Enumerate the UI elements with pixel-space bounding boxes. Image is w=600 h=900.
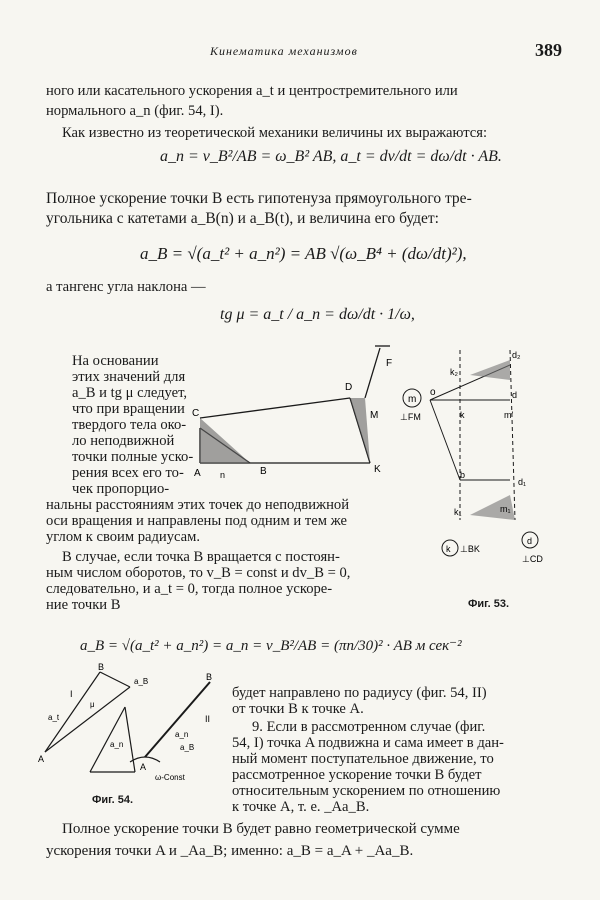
equation-1: a_n = v_B²/AB = ω_B² AB, a_t = dv/dt = dω/dt · AB. <box>160 148 502 165</box>
equation-2: a_B = √(a_t² + a_n²) = AB √(ω_B⁴ + (dω/dt)²), <box>140 244 467 263</box>
para7-line1: будет направлено по радиусу (фиг. 54, II) <box>232 685 487 701</box>
para8-line3: ный момент поступательное движение, то <box>232 751 494 767</box>
fig54-label-roman-1: I <box>70 689 73 699</box>
para5-line6: ло неподвижной <box>72 433 175 449</box>
fig53-label-A: A <box>194 468 201 479</box>
fig53-label-n: n <box>220 470 226 480</box>
fig53-label-m: m <box>408 394 417 405</box>
fig54-label-A1: A <box>38 754 45 764</box>
para8-line6: к точке A, т. е. _Aa_B. <box>232 799 370 815</box>
para5-line5: твердого тела око- <box>72 417 187 433</box>
fig53-label-d1: d₁ <box>518 477 527 487</box>
fig53-label-m1: m₁ <box>500 504 511 514</box>
para1-line1: ного или касательного ускорения a_t и центростремительного или <box>46 83 458 99</box>
fig53-label-D: D <box>345 382 353 393</box>
para4: а тангенс угла наклона — <box>46 279 206 295</box>
fig54-label-an: a_n <box>110 740 124 749</box>
fig53-label-d-circ: d <box>527 536 533 546</box>
fig53-label-k2: k₂ <box>450 367 458 377</box>
fig54-label-A2: A <box>140 762 147 772</box>
fig53-label-F: F <box>386 358 393 369</box>
fig53-label-M: M <box>370 410 379 421</box>
fig53-label-perp-CD: ⊥CD <box>522 554 543 564</box>
fig54-label-aB2: a_B <box>180 743 195 752</box>
fig54-label-mu: μ <box>90 700 95 709</box>
para5-line11: оси вращения и направлены под одним и тем же <box>46 513 347 529</box>
fig53-diagram <box>400 340 580 570</box>
fig53-label-K: K <box>374 464 381 475</box>
para3-line1: Полное ускорение точки B есть гипотенуза прямоугольного тре- <box>46 190 472 207</box>
para5-line12: углом к своим радиусам. <box>46 529 201 545</box>
fig53-label-d2: d₂ <box>512 350 521 360</box>
para5-line10: нальны расстояниям этих точек до неподвижной <box>46 497 350 513</box>
para5-line2: этих значений для <box>72 369 186 385</box>
para6-line2: ным числом оборотов, то v_B = const и dv_B = 0, <box>46 565 351 581</box>
para5-line9: чек пропорцио- <box>72 481 170 497</box>
para9-line1: Полное ускорение точки B будет равно геометрической сумме <box>62 821 460 837</box>
running-title: Кинематика механизмов <box>210 44 358 58</box>
para5-line4: что при вращении <box>72 401 185 417</box>
fig54-label-omega-const: ω-Const <box>155 773 185 782</box>
fig53-label-B: B <box>260 466 267 477</box>
fig53-label-C: C <box>192 408 200 419</box>
para6-line3: следовательно, и a_t = 0, тогда полное ускоре- <box>46 581 333 597</box>
para8-line5: относительным ускорением по отношению <box>232 783 501 799</box>
para5-line1: На основании <box>72 353 159 369</box>
equation-4: a_B = √(a_t² + a_n²) = a_n = v_B²/AB = (πn/30)² · AB м сек⁻² <box>80 638 462 654</box>
para8-line2: 54, I) точка A подвижна и сама имеет в дан- <box>232 735 504 751</box>
para8-line1: 9. Если в рассмотренном случае (фиг. <box>252 719 486 735</box>
fig53-caption: Фиг. 53. <box>468 598 510 610</box>
fig54-label-an2: a_n <box>175 730 189 739</box>
page-header <box>0 40 600 66</box>
fig54-label-at: a_t <box>48 713 60 722</box>
fig53-label-k: k <box>460 410 465 420</box>
page-number: 389 <box>535 40 562 60</box>
fig53-label-k-circ: k <box>446 544 451 554</box>
fig53-label-o: o <box>430 387 436 398</box>
para1-line2: нормального a_n (фиг. 54, I). <box>46 103 224 119</box>
fig54-label-B1: B <box>98 662 105 672</box>
fig53-label-b: b <box>460 470 466 480</box>
para6-line4: ние точки B <box>46 597 121 613</box>
para9-line2: ускорения точки A и _Aa_B; именно: a_B = a_A + _Aa_B. <box>46 843 414 859</box>
para3-line2: угольника с катетами a_B(n) и a_B(t), и величина его будет: <box>46 210 439 227</box>
para6-line1: В случае, если точка B вращается с постоян- <box>62 549 340 565</box>
fig54-caption: Фиг. 54. <box>92 794 134 806</box>
fig54-label-aB: a_B <box>134 677 149 686</box>
fig53-label-d: d <box>512 390 518 400</box>
para7-line2: от точки B к точке A. <box>232 701 364 717</box>
fig53-mechanism <box>190 338 410 488</box>
fig53-label-k1: k₁ <box>454 507 462 517</box>
fig54-label-B2: B <box>206 672 213 682</box>
fig53-label-perp-FM: ⊥FM <box>400 412 421 422</box>
fig53-label-m-prime: m' <box>504 410 514 420</box>
equation-3: tg μ = a_t / a_n = dω/dt · 1/ω, <box>220 306 415 323</box>
fig53-label-perp-BK: ⊥BK <box>460 544 480 554</box>
para5-line7: точки полные уско- <box>72 449 194 465</box>
para8-line4: рассмотренное ускорение точки B будет <box>232 767 482 783</box>
fig54-diagram <box>30 662 225 792</box>
para5-line3: a_B и tg μ следует, <box>72 385 188 401</box>
para5-line8: рения всех его то- <box>72 465 184 481</box>
para2: Как известно из теоретической механики величины их выражаются: <box>62 125 488 141</box>
fig54-label-roman-2: II <box>205 714 211 724</box>
